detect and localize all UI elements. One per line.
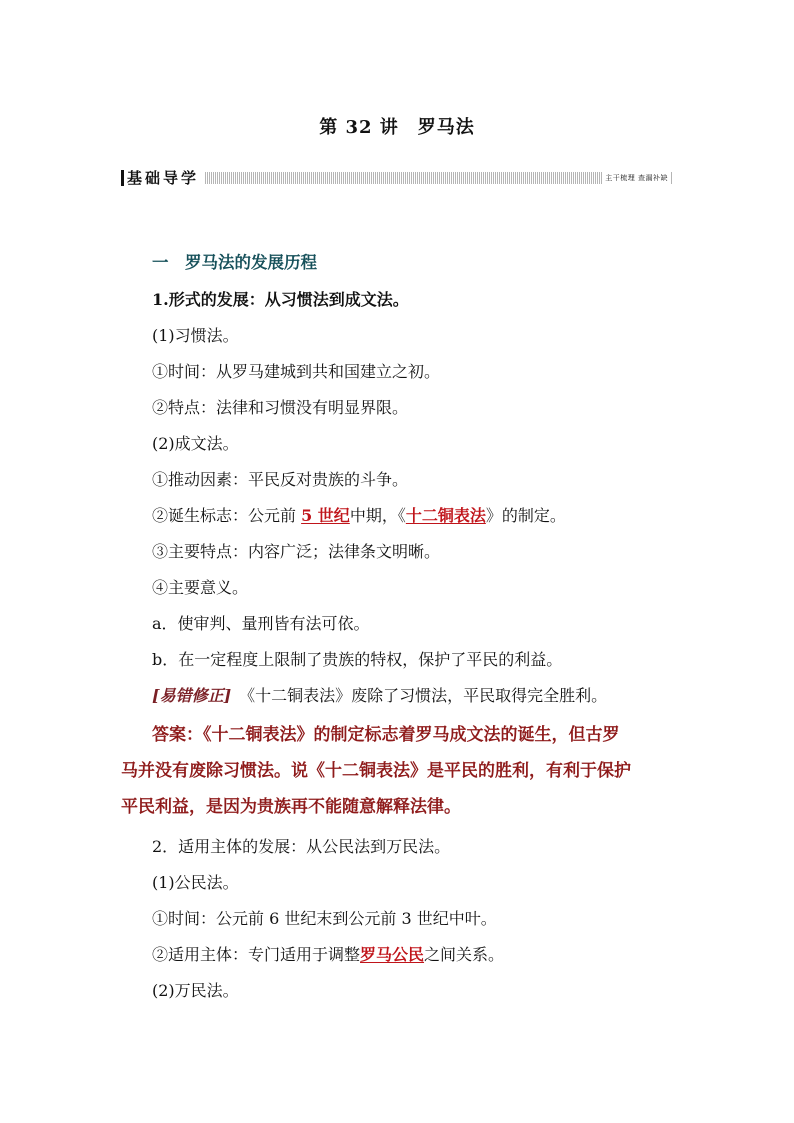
banner-stripe <box>205 172 673 184</box>
sub-heading-civil-law: (1)公民法。 <box>152 873 239 892</box>
civil-law-subject: ②适用主体：专门适用于调整罗马公民之间关系。 <box>152 945 505 964</box>
answer-line-2: 马并没有废除习惯法。说《十二铜表法》是平民的胜利，有利于保护 <box>121 761 631 781</box>
banner-right-label: 主干梳理 查漏补缺 <box>602 172 671 184</box>
written-main-feature: ③主要特点：内容广泛；法律条文明晰。 <box>152 542 441 561</box>
error-correction-tag: [易错修正] <box>152 686 232 705</box>
significance-a: a．使审判、量刑皆有法可依。 <box>152 614 370 633</box>
banner-label: 基础导学 <box>121 170 199 186</box>
sub-heading-customary-law: (1)习惯法。 <box>152 326 239 345</box>
sub-heading-written-law: (2)成文法。 <box>152 434 239 453</box>
written-birth-mark: ②诞生标志：公元前 5 世纪中期，《十二铜表法》的制定。 <box>152 506 566 525</box>
answer-5th-century: 5 世纪 <box>301 506 350 525</box>
significance-b: b．在一定程度上限制了贵族的特权，保护了平民的利益。 <box>152 650 563 669</box>
error-correction: [易错修正] 《十二铜表法》废除了习惯法，平民取得完全胜利。 <box>152 686 608 705</box>
answer-roman-citizens: 罗马公民 <box>360 945 425 964</box>
section-banner <box>121 170 673 186</box>
sub-heading-law-of-nations: (2)万民法。 <box>152 981 239 1000</box>
written-significance: ④主要意义。 <box>152 578 249 597</box>
customary-time: ①时间：从罗马建城到共和国建立之初。 <box>152 362 441 381</box>
civil-law-time: ①时间：公元前 6 世纪末到公元前 3 世纪中叶。 <box>152 909 497 928</box>
answer-line-1: 答案：《十二铜表法》的制定标志着罗马成文法的诞生，但古罗 <box>152 725 620 745</box>
point-2: 2．适用主体的发展：从公民法到万民法。 <box>152 837 451 856</box>
written-driving-factor: ①推动因素：平民反对贵族的斗争。 <box>152 470 409 489</box>
page-title: 第 32 讲 罗马法 <box>319 117 475 138</box>
answer-line-3: 平民利益，是因为贵族再不能随意解释法律。 <box>121 797 461 817</box>
customary-feature: ②特点：法律和习惯没有明显界限。 <box>152 398 409 417</box>
section-heading: 一 罗马法的发展历程 <box>152 253 317 272</box>
answer-label: 答案： <box>152 725 203 745</box>
answer-twelve-tables: 十二铜表法 <box>405 506 486 525</box>
point-1: 1.形式的发展：从习惯法到成文法。 <box>152 290 409 309</box>
